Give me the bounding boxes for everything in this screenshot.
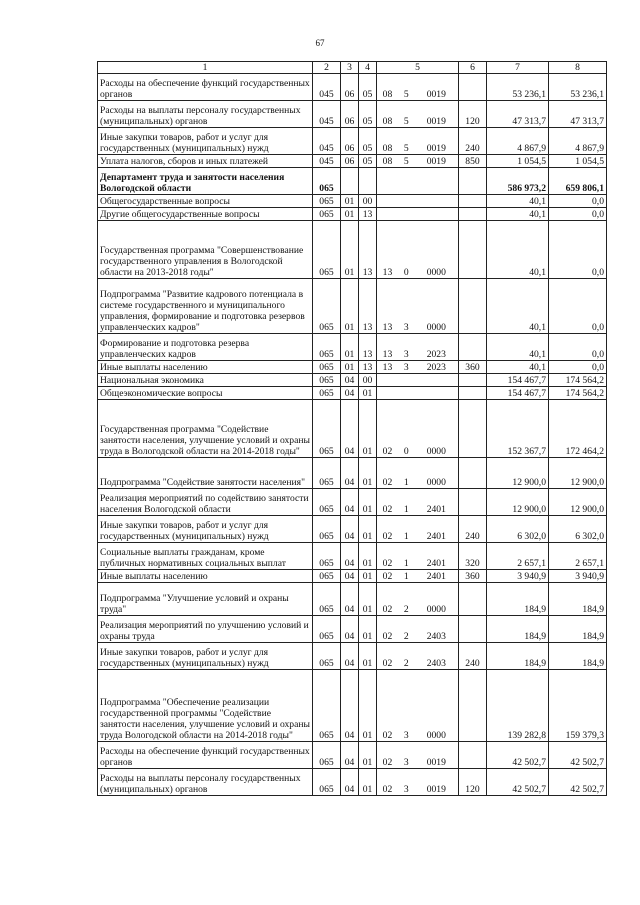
- amount-year-2: 3 940,9: [549, 570, 607, 583]
- amount-year-1: 40,1: [487, 221, 549, 279]
- subsection-code: 05: [359, 128, 377, 155]
- code-part: 0: [403, 446, 409, 457]
- subsection-code: 13: [359, 334, 377, 361]
- table-row: [98, 195, 607, 208]
- header-cell: 8: [549, 62, 607, 74]
- row-name: Формирование и подготовка резерва управленческих кадров: [98, 334, 313, 361]
- amount-year-2: 174 564,2: [549, 387, 607, 400]
- section-code: 04: [341, 769, 359, 796]
- table-row: [98, 742, 607, 769]
- admin-code: 065: [313, 489, 341, 516]
- table-row: [98, 374, 607, 387]
- amount-year-2: 0,0: [549, 208, 607, 221]
- code-part: 2401: [426, 531, 446, 542]
- expense-type-code: 240: [459, 128, 487, 155]
- admin-code: 065: [313, 742, 341, 769]
- expense-type-code: 360: [459, 570, 487, 583]
- amount-year-1: 47 313,7: [487, 101, 549, 128]
- section-code: 04: [341, 583, 359, 616]
- admin-code: 065: [313, 361, 341, 374]
- admin-code: 065: [313, 400, 341, 458]
- code-part: 0000: [426, 446, 446, 457]
- code-part: 02: [382, 658, 393, 669]
- code-part: 2023: [426, 349, 446, 360]
- target-article-code: [377, 168, 459, 195]
- row-name: Подпрограмма "Обеспечение реализации государственной программы "Содействие занятости населения, улучшение условий и охраны труда Вологодской области на 2014-2018 годы": [98, 670, 313, 742]
- amount-year-1: 40,1: [487, 334, 549, 361]
- expense-type-code: 120: [459, 769, 487, 796]
- target-article-code: [377, 670, 459, 742]
- amount-year-1: 1 054,5: [487, 155, 549, 168]
- amount-year-1: 154 467,7: [487, 374, 549, 387]
- admin-code: 065: [313, 387, 341, 400]
- amount-year-1: 139 282,8: [487, 670, 549, 742]
- code-part: 02: [382, 730, 393, 741]
- amount-year-2: 0,0: [549, 221, 607, 279]
- admin-code: 065: [313, 616, 341, 643]
- table-row: [98, 769, 607, 796]
- expense-type-code: [459, 221, 487, 279]
- amount-year-1: 12 900,0: [487, 458, 549, 489]
- code-part: 5: [403, 143, 409, 154]
- section-code: 01: [341, 334, 359, 361]
- expense-type-code: [459, 489, 487, 516]
- expense-type-code: [459, 616, 487, 643]
- code-part: 1: [403, 558, 409, 569]
- expense-type-code: [459, 742, 487, 769]
- target-article-code: [377, 543, 459, 570]
- table-row: [98, 221, 607, 279]
- section-code: 04: [341, 400, 359, 458]
- code-part: 0: [403, 267, 409, 278]
- subsection-code: 01: [359, 583, 377, 616]
- table-row: [98, 583, 607, 616]
- code-part: 0000: [426, 267, 446, 278]
- target-article-code: [377, 208, 459, 221]
- amount-year-1: 53 236,1: [487, 74, 549, 101]
- code-part: 0000: [426, 477, 446, 488]
- code-part: 02: [382, 757, 393, 768]
- section-code: 04: [341, 516, 359, 543]
- target-article-code: [377, 279, 459, 334]
- expense-type-code: 360: [459, 361, 487, 374]
- expense-type-code: [459, 583, 487, 616]
- code-part: 3: [403, 362, 409, 373]
- expense-type-code: 240: [459, 516, 487, 543]
- subsection-code: 01: [359, 516, 377, 543]
- row-name: Подпрограмма "Развитие кадрового потенциала в системе государственного и муниципального управления, формирование и подготовка резервов управленческих кадров": [98, 279, 313, 334]
- code-part: 13: [382, 322, 393, 333]
- table-row: [98, 516, 607, 543]
- code-part: 02: [382, 571, 393, 582]
- amount-year-2: 12 900,0: [549, 458, 607, 489]
- row-name: Иные закупки товаров, работ и услуг для государственных (муниципальных) нужд: [98, 643, 313, 670]
- code-part: 13: [382, 362, 393, 373]
- code-part: 2023: [426, 362, 446, 373]
- admin-code: 065: [313, 543, 341, 570]
- row-name: Реализация мероприятий по содействию занятости населения Вологодской области: [98, 489, 313, 516]
- amount-year-2: 0,0: [549, 334, 607, 361]
- table-row: [98, 543, 607, 570]
- row-name: Реализация мероприятий по улучшению условий и охраны труда: [98, 616, 313, 643]
- amount-year-2: 42 502,7: [549, 769, 607, 796]
- section-code: 01: [341, 279, 359, 334]
- amount-year-1: 40,1: [487, 279, 549, 334]
- row-name: Расходы на обеспечение функций государственных органов: [98, 742, 313, 769]
- subsection-code: 01: [359, 769, 377, 796]
- code-part: 02: [382, 631, 393, 642]
- subsection-code: 01: [359, 643, 377, 670]
- subsection-code: 01: [359, 458, 377, 489]
- expense-type-code: [459, 387, 487, 400]
- code-part: 13: [382, 267, 393, 278]
- code-part: 3: [403, 349, 409, 360]
- row-name: Расходы на выплаты персоналу государственных (муниципальных) органов: [98, 769, 313, 796]
- amount-year-1: 3 940,9: [487, 570, 549, 583]
- code-part: 02: [382, 784, 393, 795]
- row-name: Иные закупки товаров, работ и услуг для государственных (муниципальных) нужд: [98, 516, 313, 543]
- table-row: [98, 570, 607, 583]
- admin-code: 065: [313, 769, 341, 796]
- code-part: 02: [382, 558, 393, 569]
- amount-year-2: 184,9: [549, 583, 607, 616]
- section-code: 04: [341, 489, 359, 516]
- subsection-code: 01: [359, 570, 377, 583]
- target-article-code: [377, 769, 459, 796]
- row-name: Расходы на выплаты персоналу государственных (муниципальных) органов: [98, 101, 313, 128]
- admin-code: 065: [313, 168, 341, 195]
- table-row: [98, 387, 607, 400]
- subsection-code: 00: [359, 374, 377, 387]
- code-part: 2: [403, 631, 409, 642]
- table-row: [98, 168, 607, 195]
- amount-year-1: 586 973,2: [487, 168, 549, 195]
- amount-year-1: 154 467,7: [487, 387, 549, 400]
- admin-code: 065: [313, 516, 341, 543]
- expense-type-code: 120: [459, 101, 487, 128]
- section-code: 01: [341, 208, 359, 221]
- table-row: [98, 400, 607, 458]
- subsection-code: 01: [359, 616, 377, 643]
- target-article-code: [377, 643, 459, 670]
- section-code: 04: [341, 387, 359, 400]
- target-article-code: [377, 155, 459, 168]
- code-part: 0019: [426, 89, 446, 100]
- target-article-code: [377, 489, 459, 516]
- target-article-code: [377, 516, 459, 543]
- code-part: 08: [382, 156, 393, 167]
- code-part: 5: [403, 116, 409, 127]
- subsection-code: 01: [359, 742, 377, 769]
- code-part: 1: [403, 504, 409, 515]
- section-code: 04: [341, 570, 359, 583]
- admin-code: 045: [313, 155, 341, 168]
- amount-year-1: 42 502,7: [487, 769, 549, 796]
- amount-year-2: 6 302,0: [549, 516, 607, 543]
- amount-year-2: 1 054,5: [549, 155, 607, 168]
- section-code: 06: [341, 101, 359, 128]
- admin-code: 065: [313, 670, 341, 742]
- code-part: 3: [403, 757, 409, 768]
- target-article-code: [377, 374, 459, 387]
- expense-type-code: 320: [459, 543, 487, 570]
- amount-year-1: 184,9: [487, 616, 549, 643]
- amount-year-1: 40,1: [487, 208, 549, 221]
- amount-year-1: 40,1: [487, 195, 549, 208]
- code-part: 2401: [426, 571, 446, 582]
- section-code: 04: [341, 458, 359, 489]
- code-part: 2403: [426, 631, 446, 642]
- budget-table: [97, 61, 607, 796]
- subsection-code: 13: [359, 361, 377, 374]
- header-cell: 1: [98, 62, 313, 74]
- code-part: 08: [382, 116, 393, 127]
- section-code: 06: [341, 74, 359, 101]
- code-part: 1: [403, 571, 409, 582]
- header-cell: 7: [487, 62, 549, 74]
- row-name: Иные закупки товаров, работ и услуг для государственных (муниципальных) нужд: [98, 128, 313, 155]
- table-row: [98, 334, 607, 361]
- code-part: 02: [382, 504, 393, 515]
- code-part: 2401: [426, 558, 446, 569]
- amount-year-2: 159 379,3: [549, 670, 607, 742]
- header-cell: 2: [313, 62, 341, 74]
- subsection-code: 01: [359, 670, 377, 742]
- amount-year-1: 152 367,7: [487, 400, 549, 458]
- row-name: Общегосударственные вопросы: [98, 195, 313, 208]
- code-part: 3: [403, 784, 409, 795]
- subsection-code: 13: [359, 279, 377, 334]
- amount-year-1: 184,9: [487, 643, 549, 670]
- amount-year-2: 47 313,7: [549, 101, 607, 128]
- expense-type-code: [459, 168, 487, 195]
- table-row: [98, 489, 607, 516]
- code-part: 0000: [426, 730, 446, 741]
- table-row: [98, 670, 607, 742]
- amount-year-1: 40,1: [487, 361, 549, 374]
- code-part: 5: [403, 156, 409, 167]
- admin-code: 065: [313, 374, 341, 387]
- code-part: 02: [382, 477, 393, 488]
- code-part: 2403: [426, 658, 446, 669]
- subsection-code: 00: [359, 195, 377, 208]
- code-part: 02: [382, 531, 393, 542]
- target-article-code: [377, 101, 459, 128]
- code-part: 5: [403, 89, 409, 100]
- amount-year-2: 184,9: [549, 616, 607, 643]
- subsection-code: 13: [359, 221, 377, 279]
- amount-year-1: 12 900,0: [487, 489, 549, 516]
- row-name: Иные выплаты населению: [98, 361, 313, 374]
- subsection-code: 01: [359, 543, 377, 570]
- table-row: [98, 155, 607, 168]
- amount-year-1: 4 867,9: [487, 128, 549, 155]
- table-row: [98, 128, 607, 155]
- row-name: Департамент труда и занятости населения Вологодской области: [98, 168, 313, 195]
- admin-code: 045: [313, 74, 341, 101]
- admin-code: 045: [313, 128, 341, 155]
- amount-year-2: 659 806,1: [549, 168, 607, 195]
- subsection-code: 05: [359, 101, 377, 128]
- row-name: Подпрограмма "Содействие занятости населения": [98, 458, 313, 489]
- target-article-code: [377, 334, 459, 361]
- amount-year-2: 184,9: [549, 643, 607, 670]
- expense-type-code: 240: [459, 643, 487, 670]
- row-name: Иные выплаты населению: [98, 570, 313, 583]
- code-part: 1: [403, 477, 409, 488]
- expense-type-code: [459, 279, 487, 334]
- subsection-code: 01: [359, 489, 377, 516]
- table-row: [98, 361, 607, 374]
- expense-type-code: [459, 74, 487, 101]
- amount-year-2: 0,0: [549, 361, 607, 374]
- header-cell: 6: [459, 62, 487, 74]
- amount-year-2: 53 236,1: [549, 74, 607, 101]
- header-cell: 5: [377, 62, 459, 74]
- row-name: Национальная экономика: [98, 374, 313, 387]
- code-part: 0000: [426, 604, 446, 615]
- expense-type-code: [459, 400, 487, 458]
- admin-code: 065: [313, 208, 341, 221]
- table-row: [98, 643, 607, 670]
- subsection-code: 01: [359, 387, 377, 400]
- table-row: [98, 458, 607, 489]
- subsection-code: 05: [359, 155, 377, 168]
- code-part: 08: [382, 89, 393, 100]
- admin-code: 065: [313, 570, 341, 583]
- code-part: 0019: [426, 156, 446, 167]
- section-code: 01: [341, 195, 359, 208]
- section-code: 06: [341, 128, 359, 155]
- target-article-code: [377, 387, 459, 400]
- section-code: [341, 168, 359, 195]
- row-name: Социальные выплаты гражданам, кроме публичных нормативных социальных выплат: [98, 543, 313, 570]
- code-part: 2401: [426, 504, 446, 515]
- code-part: 1: [403, 531, 409, 542]
- code-part: 02: [382, 446, 393, 457]
- amount-year-2: 12 900,0: [549, 489, 607, 516]
- code-part: 0019: [426, 143, 446, 154]
- row-name: Другие общегосударственные вопросы: [98, 208, 313, 221]
- admin-code: 065: [313, 583, 341, 616]
- header-row: [98, 62, 607, 74]
- expense-type-code: [459, 208, 487, 221]
- target-article-code: [377, 221, 459, 279]
- code-part: 13: [382, 349, 393, 360]
- page-number: 67: [315, 38, 325, 48]
- section-code: 06: [341, 155, 359, 168]
- target-article-code: [377, 400, 459, 458]
- section-code: 04: [341, 616, 359, 643]
- section-code: 01: [341, 221, 359, 279]
- expense-type-code: [459, 334, 487, 361]
- row-name: Общеэкономические вопросы: [98, 387, 313, 400]
- code-part: 3: [403, 730, 409, 741]
- admin-code: 045: [313, 101, 341, 128]
- section-code: 01: [341, 361, 359, 374]
- admin-code: 065: [313, 195, 341, 208]
- code-part: 0019: [426, 116, 446, 127]
- table-row: [98, 101, 607, 128]
- section-code: 04: [341, 374, 359, 387]
- code-part: 0019: [426, 784, 446, 795]
- table-row: [98, 616, 607, 643]
- code-part: 2: [403, 604, 409, 615]
- header-cell: 3: [341, 62, 359, 74]
- section-code: 04: [341, 543, 359, 570]
- amount-year-2: 2 657,1: [549, 543, 607, 570]
- target-article-code: [377, 74, 459, 101]
- expense-type-code: [459, 670, 487, 742]
- code-part: 08: [382, 143, 393, 154]
- amount-year-1: 42 502,7: [487, 742, 549, 769]
- expense-type-code: [459, 374, 487, 387]
- target-article-code: [377, 583, 459, 616]
- amount-year-2: 174 564,2: [549, 374, 607, 387]
- amount-year-2: 4 867,9: [549, 128, 607, 155]
- amount-year-2: 0,0: [549, 195, 607, 208]
- subsection-code: [359, 168, 377, 195]
- section-code: 04: [341, 643, 359, 670]
- code-part: 2: [403, 658, 409, 669]
- amount-year-2: 172 464,2: [549, 400, 607, 458]
- amount-year-2: 0,0: [549, 279, 607, 334]
- row-name: Уплата налогов, сборов и иных платежей: [98, 155, 313, 168]
- amount-year-2: 42 502,7: [549, 742, 607, 769]
- admin-code: 065: [313, 279, 341, 334]
- subsection-code: 13: [359, 208, 377, 221]
- code-part: 02: [382, 604, 393, 615]
- section-code: 04: [341, 670, 359, 742]
- section-code: 04: [341, 742, 359, 769]
- code-part: 0000: [426, 322, 446, 333]
- admin-code: 065: [313, 643, 341, 670]
- table-row: [98, 208, 607, 221]
- expense-type-code: [459, 458, 487, 489]
- row-name: Государственная программа "Содействие занятости населения, улучшение условий и охраны труда в Вологодской области на 2014-2018 годы": [98, 400, 313, 458]
- admin-code: 065: [313, 221, 341, 279]
- target-article-code: [377, 128, 459, 155]
- amount-year-1: 2 657,1: [487, 543, 549, 570]
- target-article-code: [377, 361, 459, 374]
- target-article-code: [377, 570, 459, 583]
- subsection-code: 05: [359, 74, 377, 101]
- table-row: [98, 279, 607, 334]
- row-name: Расходы на обеспечение функций государственных органов: [98, 74, 313, 101]
- row-name: Государственная программа "Совершенствование государственного управления в Вологодской области на 2013-2018 годы": [98, 221, 313, 279]
- amount-year-1: 6 302,0: [487, 516, 549, 543]
- table-row: [98, 74, 607, 101]
- target-article-code: [377, 742, 459, 769]
- row-name: Подпрограмма "Улучшение условий и охраны труда": [98, 583, 313, 616]
- target-article-code: [377, 195, 459, 208]
- amount-year-1: 184,9: [487, 583, 549, 616]
- expense-type-code: 850: [459, 155, 487, 168]
- code-part: 3: [403, 322, 409, 333]
- admin-code: 065: [313, 458, 341, 489]
- target-article-code: [377, 616, 459, 643]
- admin-code: 065: [313, 334, 341, 361]
- expense-type-code: [459, 195, 487, 208]
- code-part: 0019: [426, 757, 446, 768]
- subsection-code: 01: [359, 400, 377, 458]
- target-article-code: [377, 458, 459, 489]
- header-cell: 4: [359, 62, 377, 74]
